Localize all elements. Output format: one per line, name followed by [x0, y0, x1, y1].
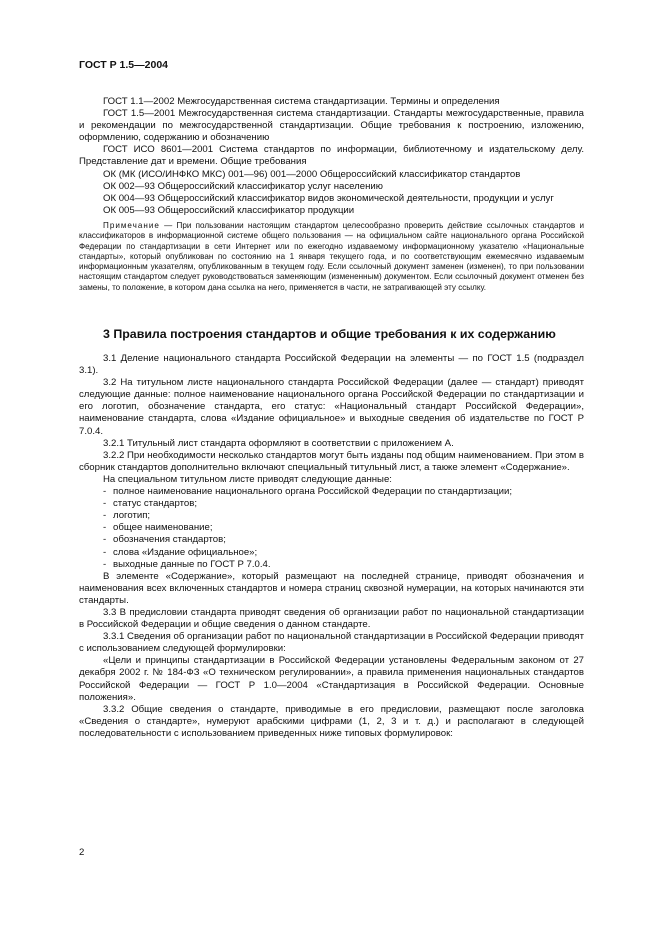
note-text: — При пользовании настоящим стандартом целесообразно проверить действие ссылочных стандартов и классификаторов в информационной системе общего пользования — на официальном сайте национального органа Российской Федерации по стандартизации в сети Интернет или по ежегодно издаваемому информационному указателю «Национальные стандарты», который опубликован по состоянию на 1 января текущего года, и по соответствующим ежемесячно издаваемым информационным указателям, опубликованным в текущем году. Если ссылочный документ заменен (изменен), то при пользовании настоящим стандартом следует руководствоваться заменяющим (измененным) документом. Если ссылочный документ отменен без замены, то положение, в котором дана ссылка на него, применяется в части, не затрагивающей эту ссылку.: [79, 220, 584, 292]
special-title-page-intro: На специальном титульном листе приводят следующие данные:: [103, 473, 392, 485]
list-item: - слова «Издание официальное»;: [103, 546, 258, 558]
list-item: - выходные данные по ГОСТ Р 7.0.4.: [103, 558, 271, 570]
references-note: [79, 221, 584, 293]
list-item-text: полное наименование национального органа Российской Федерации по стандартизации;: [113, 486, 512, 498]
document-header: ГОСТ Р 1.5—2004: [79, 59, 169, 71]
special-title-page-list: [79, 486, 584, 571]
list-item-text: общее наименование;: [113, 522, 213, 534]
list-item-text: выходные данные по ГОСТ Р 7.0.4.: [113, 558, 271, 570]
paragraph-quote: «Цели и принципы стандартизации в Российской Федерации установлены Федеральным законом от 27 декабря 2002 г. № 184-ФЗ «О техническом регулировании», а правила применения национальных стандартов Российской Федерации — ГОСТ Р 1.0—2004 «Стандартизация в Российской Федерации. Основные положения».: [79, 655, 584, 703]
reference-gost-1-1: ГОСТ 1.1—2002 Межгосударственная система стандартизации. Термины и определения: [103, 96, 500, 107]
list-item: - общее наименование;: [103, 522, 213, 534]
list-item: - обозначения стандартов;: [103, 534, 226, 546]
section-3-title: 3 Правила построения стандартов и общие требования к их содержанию: [103, 327, 556, 342]
paragraph-3-2-1: 3.2.1 Титульный лист стандарта оформляют в соответствии с приложением А.: [103, 437, 454, 449]
list-item-text: слова «Издание официальное»;: [113, 546, 258, 558]
list-item: - статус стандартов;: [103, 498, 198, 510]
paragraph-contents: В элементе «Содержание», который размещают на последней странице, приводят обозначения и наименования всех включенных стандартов и номера страниц сквозной нумерации, на которых начинаются эти стандарты.: [79, 570, 584, 606]
reference-ok-002: ОК 002—93 Общероссийский классификатор услуг населению: [103, 180, 383, 192]
paragraph-3-1: 3.1 Деление национального стандарта Российской Федерации на элементы — по ГОСТ 1.5 (подраздел 3.1).: [79, 353, 584, 377]
paragraph-3-3: 3.3 В предисловии стандарта приводят сведения об организации работ по национальной стандартизации в Российской Федерации и общие сведения о данном стандарте.: [79, 606, 584, 631]
list-item: - логотип;: [103, 510, 151, 522]
page-content: [79, 96, 584, 740]
list-item-text: обозначения стандартов;: [113, 534, 226, 546]
reference-ok-005: ОК 005—93 Общероссийский классификатор продукции: [103, 204, 355, 216]
paragraph-3-3-1: 3.3.1 Сведения об организации работ по национальной стандартизации в Российской Федерации приводят с использованием следующей формулировки:: [79, 631, 584, 655]
list-item-text: логотип;: [113, 510, 151, 522]
list-item-text: статус стандартов;: [113, 498, 198, 510]
reference-ok-001: ОК (МК (ИСО/ИНФКО МКС) 001—96) 001—2000 Общероссийский классификатор стандартов: [103, 168, 521, 180]
reference-gost-iso-8601: ГОСТ ИСО 8601—2001 Система стандартов по информации, библиотечному и издательскому делу. Представление дат и времени. Общие требования: [79, 144, 584, 168]
reference-gost-1-5: ГОСТ 1.5—2001 Межгосударственная система стандартизации. Стандарты межгосударственные, правила и рекомендации по межгосударственной стандартизации. Общие требования к построению, изложению, оформлению, содержанию и обозначению: [79, 108, 584, 144]
paragraph-3-3-2: 3.3.2 Общие сведения о стандарте, приводимые в его предисловии, размещают после заголовка «Сведения о стандарте», нумеруют арабскими цифрами (1, 2, 3 и т. д.) и располагают в следующей последовательности с использованием приведенных ниже типовых формулировок:: [79, 703, 584, 739]
paragraph-3-2-2: 3.2.2 При необходимости несколько стандартов могут быть изданы под общим наименованием. При этом в сборник стандартов дополнительно включают специальный титульный лист, а также элемент «Содержание».: [79, 449, 584, 473]
list-item: - полное наименование национального органа Российской Федерации по стандартизации;: [103, 486, 512, 498]
reference-ok-004: ОК 004—93 Общероссийский классификатор видов экономической деятельности, продукции и услуг: [103, 192, 554, 204]
note-label: Примечание: [103, 220, 160, 230]
page-number: 2: [79, 847, 85, 858]
paragraph-3-2: 3.2 На титульном листе национального стандарта Российской Федерации (далее — стандарт) приводят следующие данные: полное наименование национального органа Российской Федерации по стандартизации и его логотип, обозначение стандарта, его статус: «Национальный стандарт Российской Федерации», наименование стандарта, слова «Издание официальное» и выходные сведения об издательстве по ГОСТ Р 7.0.4.: [79, 377, 584, 437]
